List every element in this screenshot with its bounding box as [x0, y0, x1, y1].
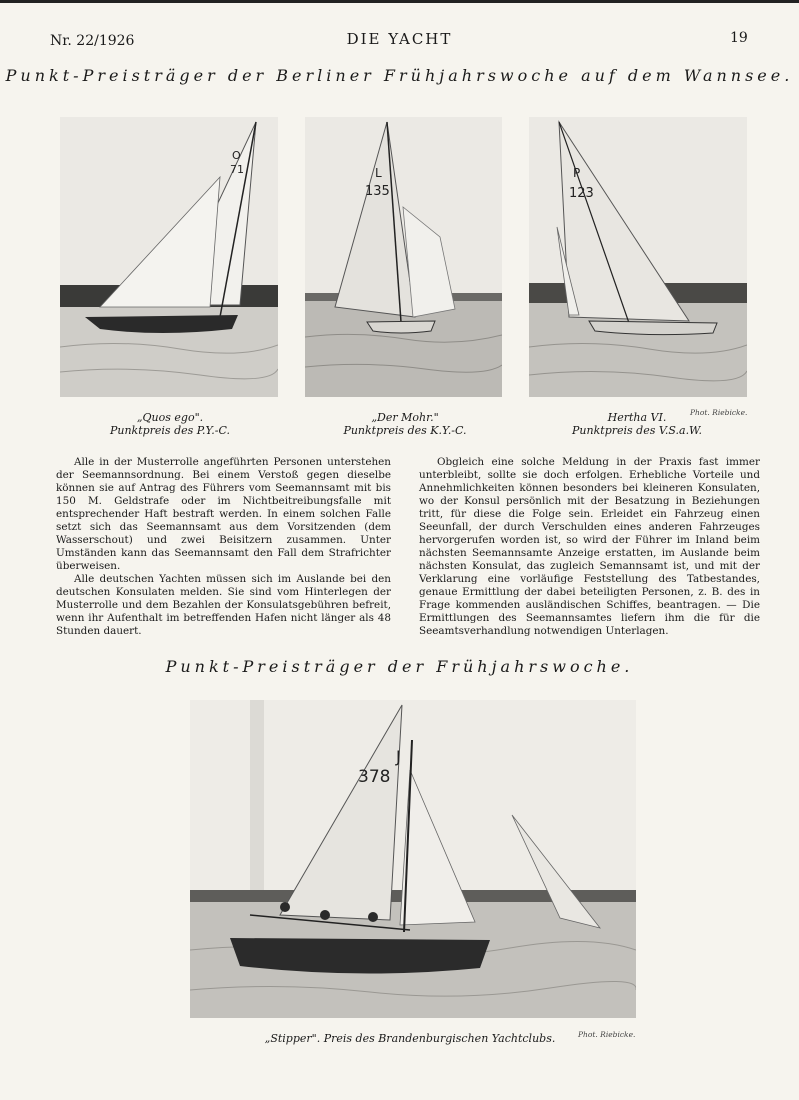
caption-der-mohr [310, 411, 500, 437]
caption-prize: Punktpreis des P.Y.-C. [109, 424, 231, 437]
issue-number: Nr. 22/1926 [50, 33, 135, 49]
caption-prize: Punktpreis des V.S.a.W. [572, 424, 702, 437]
sail-mark-class: L [375, 166, 382, 180]
sail-mark-class: J [396, 747, 401, 766]
top-rule [0, 0, 799, 3]
sail-mark-class: O [232, 149, 241, 162]
photo-der-mohr [305, 117, 502, 397]
caption-prize: Punktpreis des K.Y.-C. [343, 424, 467, 437]
sail-mark-number: 123 [569, 186, 594, 201]
article-left-column [56, 456, 391, 638]
article-right-column [419, 456, 760, 638]
section-title-fruehjahrswoche: Punkt-Preisträger der Frühjahrswoche. [165, 657, 634, 676]
sail-mark-number: 378 [358, 767, 391, 787]
caption-quos-ego [80, 411, 260, 437]
photo-hertha-vi [529, 117, 747, 397]
photo-credit-top: Phot. Riebicke. [690, 408, 748, 417]
magazine-title: DIE YACHT [346, 30, 453, 48]
caption-boat-name: „Der Mohr." [371, 411, 439, 424]
caption-boat-name: „Quos ego". [136, 411, 204, 424]
sail-mark-number: 71 [230, 163, 244, 176]
sail-mark-number: 135 [365, 184, 390, 199]
section-title-wannsee: Punkt-Preisträger der Berliner Frühjahrswoche auf dem Wannsee. [5, 66, 794, 85]
paragraph: Obgleich eine solche Meldung in der Praxis fast immer unterbleibt, sollte sie doch erfolgen. Erhebliche Vorteile und Annehmlichkeiten können besonders bei kleineren Konsulaten, wo der Konsul persönlich mit der Besatzung in Beziehungen tritt, für diese die Folge sein. Erleidet ein Fahrzeug einen Seeunfall, der durch Verschulden eines anderen Fahrzeuges hervorgerufen worden ist, so wird der Führer im Inland beim nächsten Seemannsamte Anzeige erstatten, im Auslande beim nächsten Konsulat, das zugleich Semannsamt ist, und mit der Verklarung eine vorläufige Feststellung des Tatbestandes, genaue Ermittlung der dabei beteiligten Personen, z. B. des in Frage kommenden ausländischen Schiffes, beantragen. — Die Ermittlungen des Seemannsamtes liefern ihm die für die Seeamtsverhandlung notwendigen Unterlagen. [419, 456, 760, 637]
caption-boat-name: Hertha VI. [607, 411, 667, 424]
paragraph: Alle in der Musterrolle angeführten Personen unterstehen der Seemannsordnung. Bei einem Verstoß gegen dieselbe können sie auf Antrag des Führers vom Seemannsamt mit bis 150 M. Geldstrafe oder im Nichtbeitreibungsfalle mit entsprechender Haft bestraft werden. In einem solchen Falle setzt sich das Seemannsamt aus dem Vorsitzenden (dem Wasserschout) und zwei Beisitzern zusammen. Unter Umständen kann das Seemannsamt den Fall dem Strafrichter überweisen. [56, 456, 391, 572]
photo-quos-ego [60, 117, 278, 397]
photo-credit-bottom: Phot. Riebicke. [578, 1030, 636, 1039]
caption-stipper: „Stipper". Preis des Brandenburgischen Yachtclubs. [264, 1032, 556, 1045]
sail-mark-class: P [573, 166, 581, 180]
page-number: 19 [730, 30, 748, 46]
paragraph: Alle deutschen Yachten müssen sich im Auslande bei den deutschen Konsulaten melden. Sie sind vom Hinterlegen der Musterrolle und dem Bezahlen der Konsulatsgebühren befreit, wenn ihr Aufenthalt im betreffenden Hafen nicht länger als 48 Stunden dauert. [56, 573, 391, 637]
photo-stipper [190, 700, 636, 1018]
